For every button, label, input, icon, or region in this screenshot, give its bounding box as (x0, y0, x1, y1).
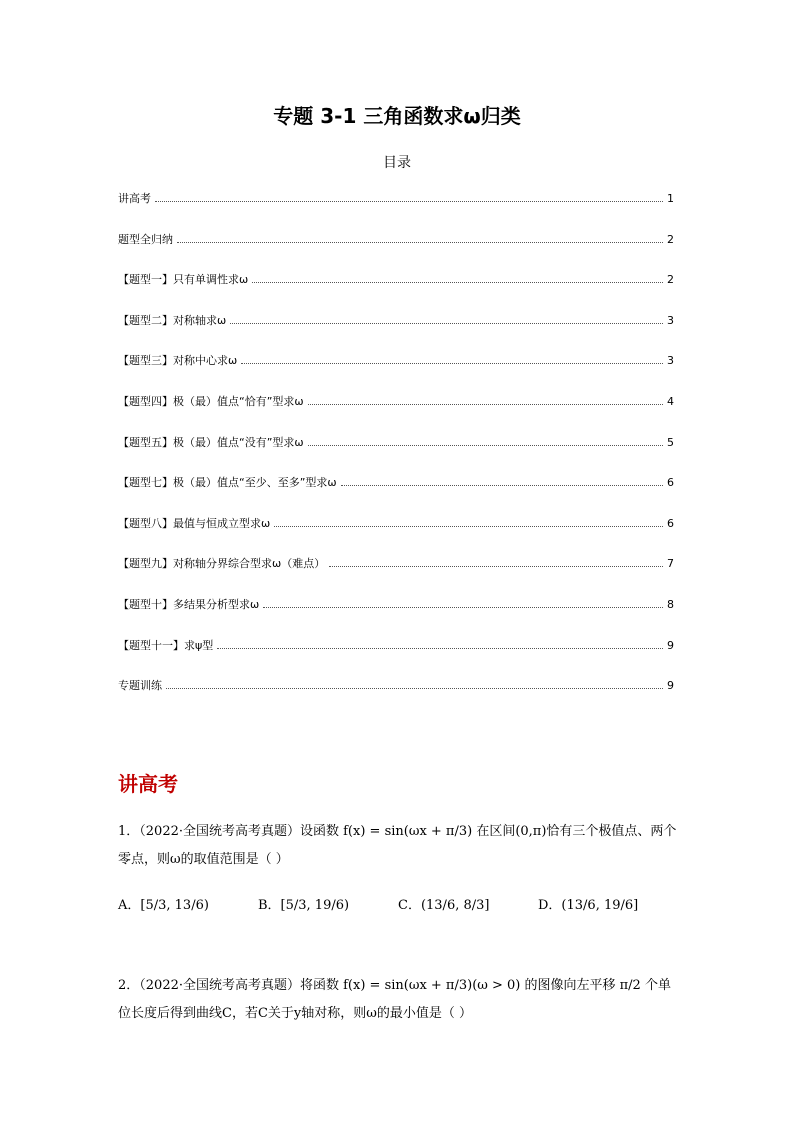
table-of-contents (118, 190, 674, 718)
toc-item[interactable]: 【题型四】极（最）值点“恰有”型求ω 4 (118, 394, 674, 408)
option-b: B．[5/3, 19/6) (258, 898, 350, 913)
question-2-text: 2．（2022·全国统考高考真题）将函数 f(x) = sin(ωx + π/3)(ω > 0) 的图像向左平移 π/2 个单位长度后得到曲线C，若C关于y轴对称，则ω的最小值是（ ） (118, 978, 671, 1021)
toc-item[interactable]: 【题型十】多结果分析型求ω 8 (118, 597, 674, 611)
toc-item[interactable]: 专题训练 9 (118, 679, 674, 693)
question-1-text: 1．（2022·全国统考高考真题）设函数 f(x) = sin(ωx + π/3) 在区间(0,π)恰有三个极值点、两个零点，则ω的取值范围是（ ） (118, 824, 677, 867)
toc-item[interactable]: 【题型一】只有单调性求ω 2 (118, 273, 674, 287)
option-c: C．(13/6, 8/3] (398, 898, 490, 913)
toc-item[interactable]: 【题型九】对称轴分界综合型求ω（难点） 7 (118, 557, 674, 571)
toc-item[interactable]: 【题型二】对称轴求ω 3 (118, 313, 674, 327)
option-a: A．[5/3, 13/6) (118, 898, 209, 913)
document-title: 专题 3-1 三角函数求ω归类 (273, 104, 521, 128)
option-d: D．(13/6, 19/6] (538, 898, 639, 913)
toc-item[interactable]: 题型全归纳 2 (118, 232, 674, 246)
toc-heading: 目录 (383, 155, 411, 171)
toc-item[interactable]: 【题型八】最值与恒成立型求ω 6 (118, 516, 674, 530)
section-heading: 讲高考 (118, 772, 178, 796)
toc-item[interactable]: 【题型七】极（最）值点“至少、至多”型求ω 6 (118, 476, 674, 490)
toc-item[interactable]: 【题型三】对称中心求ω 3 (118, 354, 674, 368)
toc-item[interactable]: 讲高考 1 (118, 192, 674, 205)
toc-item[interactable]: 【题型五】极（最）值点“没有”型求ω 5 (118, 435, 674, 449)
toc-item[interactable]: 【题型十一】求ψ型 9 (118, 638, 674, 652)
question-1-options (118, 894, 678, 913)
